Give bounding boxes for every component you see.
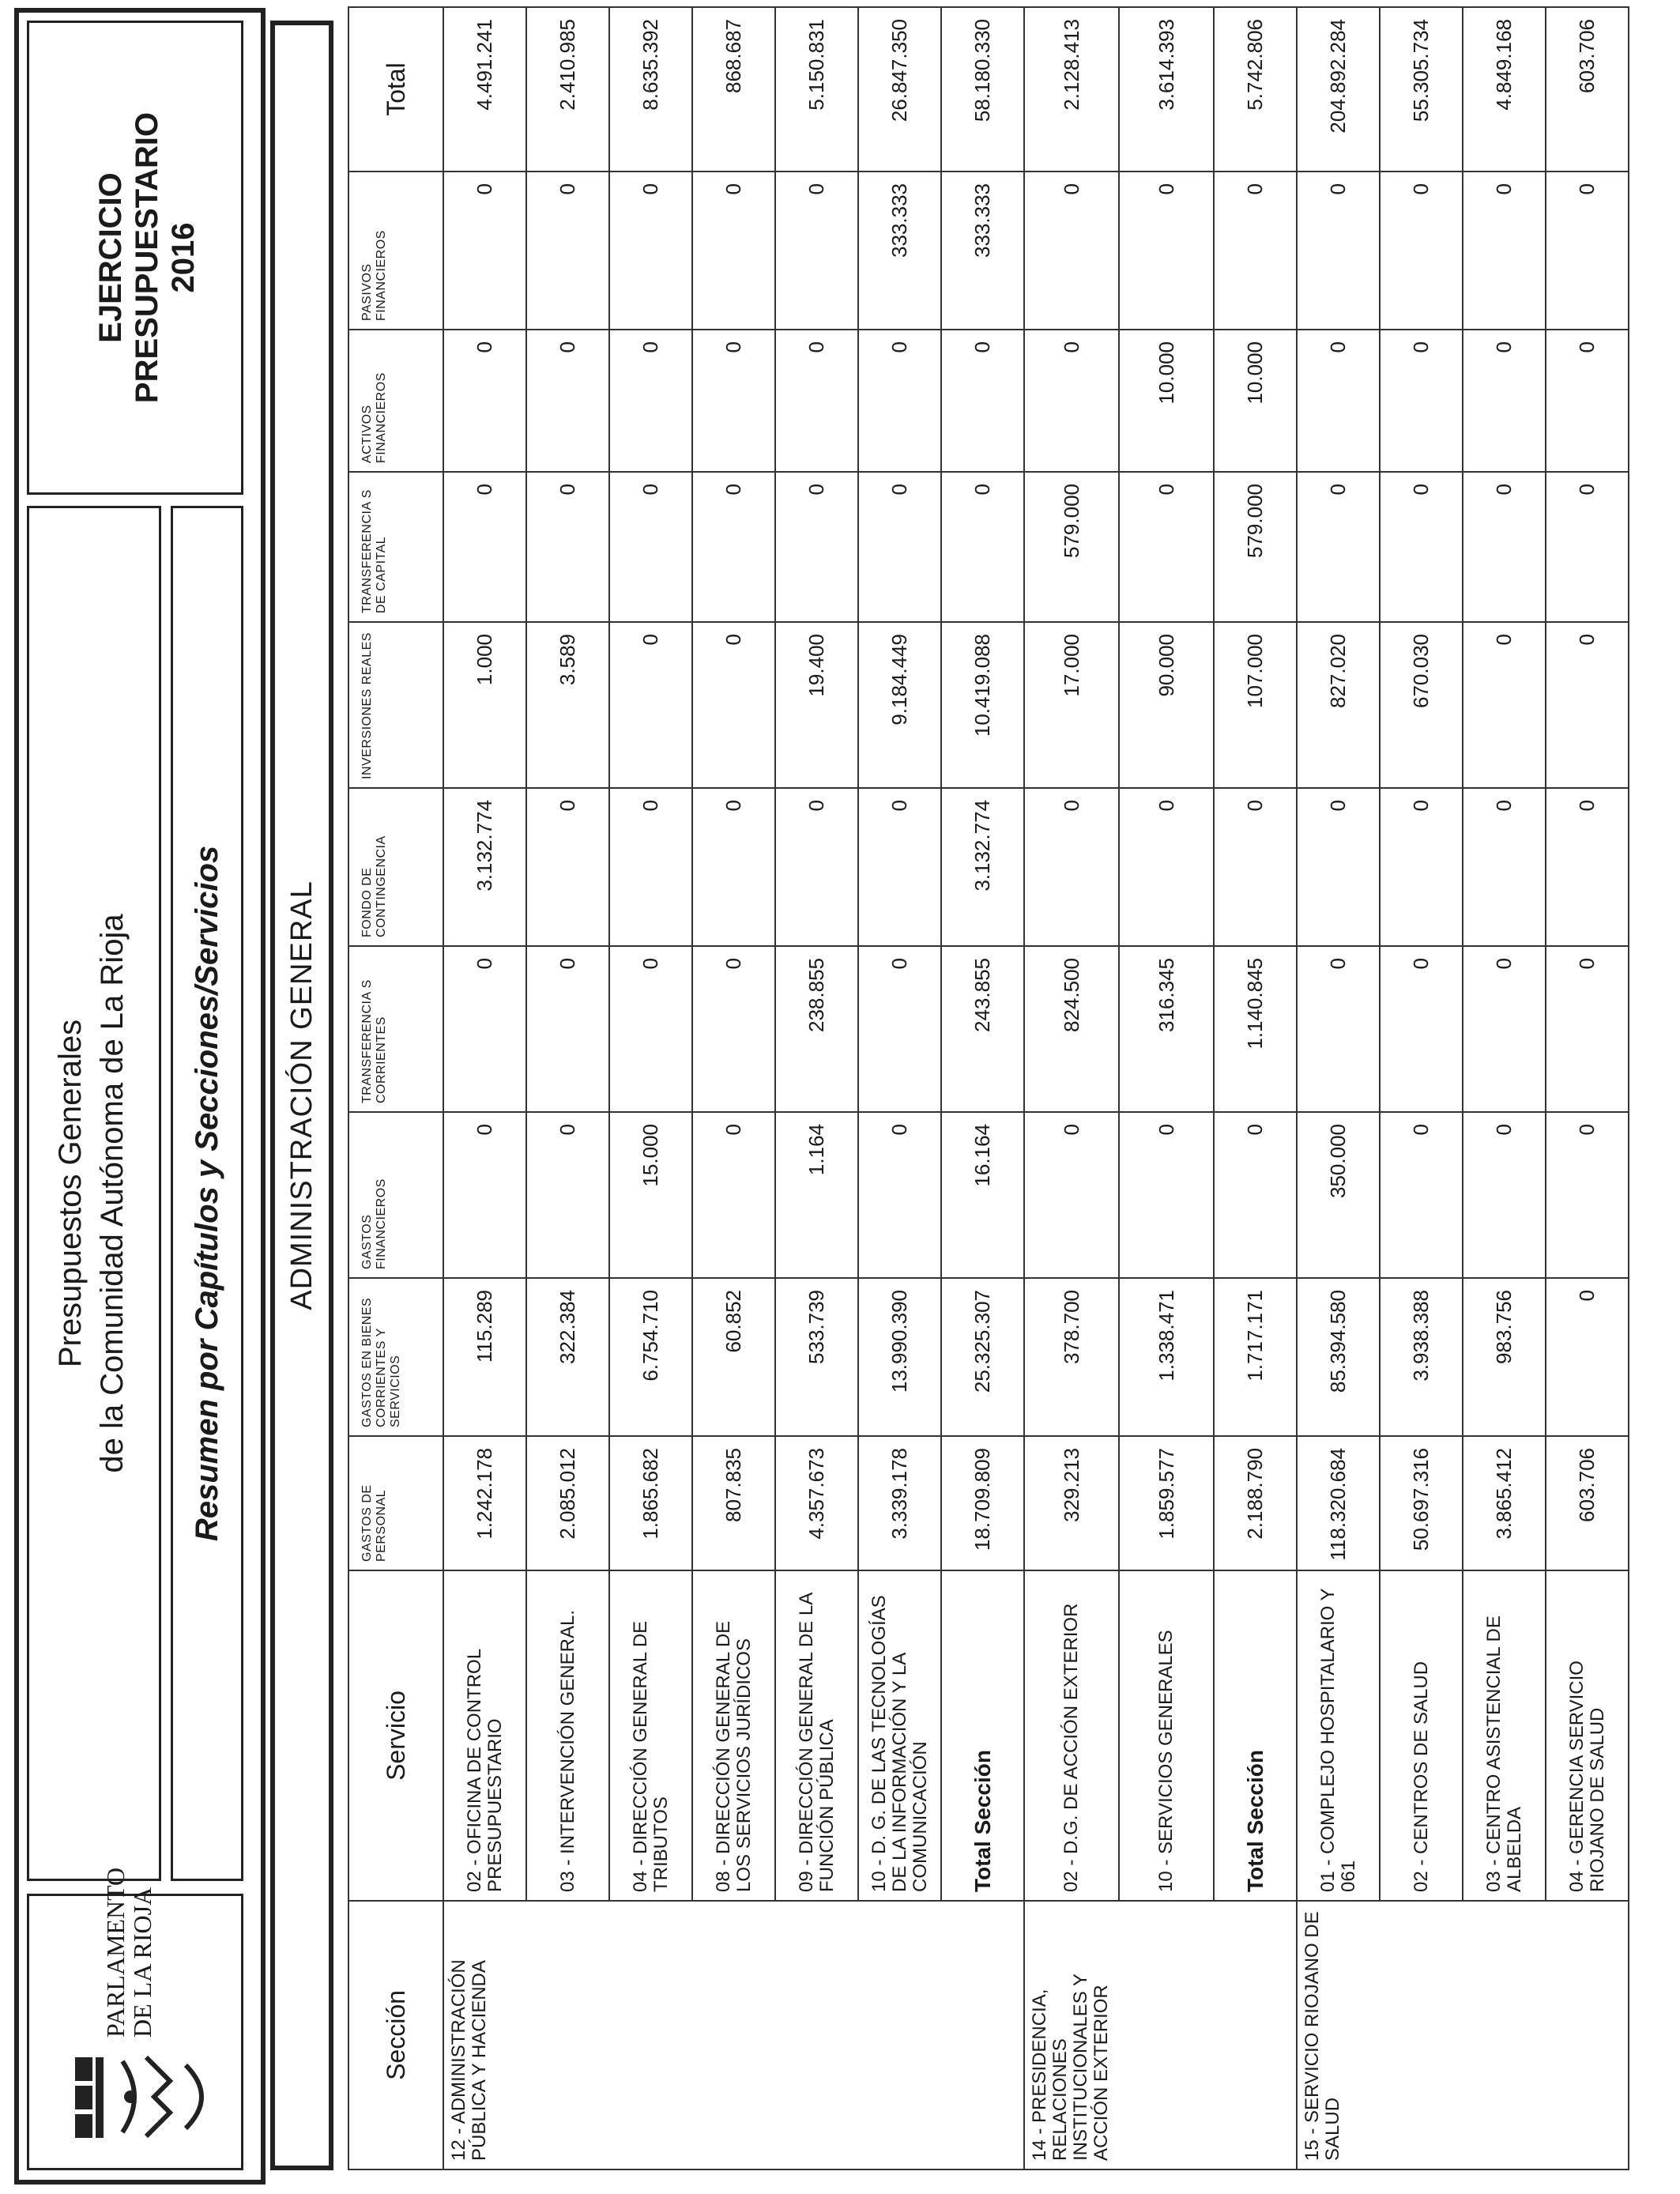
- table-row: [692, 7, 775, 2169]
- amount-cell: 0: [775, 788, 858, 946]
- amount-cell: 0: [609, 788, 692, 946]
- table-row: [526, 7, 609, 2169]
- servicio-cell: 01 - COMPLEJO HOSPITALARIO Y 061: [1297, 1570, 1380, 1901]
- year-line-2: PRESUPUESTARIO: [130, 111, 164, 404]
- amount-cell: 19.400: [775, 622, 858, 788]
- amount-cell: 807.835: [692, 1436, 775, 1570]
- col-seccion: Sección: [348, 1901, 443, 2169]
- total-amount-cell: 0: [941, 472, 1024, 622]
- amount-cell: 0: [609, 172, 692, 330]
- amount-cell: 0: [1546, 622, 1629, 788]
- amount-cell: 0: [526, 946, 609, 1112]
- amount-cell: 118.320.684: [1297, 1436, 1380, 1570]
- amount-cell: 0: [858, 946, 941, 1112]
- amount-cell: 0: [1463, 330, 1546, 472]
- amount-cell: 0: [443, 1112, 526, 1278]
- amount-cell: 85.394.580: [1297, 1278, 1380, 1436]
- amount-cell: 50.697.316: [1380, 1436, 1463, 1570]
- logo-line-2: DE LA RIOJA: [128, 1887, 156, 2038]
- amount-cell: 0: [609, 330, 692, 472]
- col-total: Total: [348, 7, 443, 172]
- amount-cell: 5.150.831: [775, 7, 858, 172]
- servicio-cell: 02 - OFICINA DE CONTROL PRESUPUESTARIO: [443, 1570, 526, 1901]
- col-pasivos-financieros: PASIVOS FINANCIEROS: [348, 172, 443, 330]
- amount-cell: 0: [443, 472, 526, 622]
- parliament-logo-box: [27, 1867, 243, 2170]
- total-amount-cell: 0: [1214, 788, 1297, 946]
- table-row: [1024, 7, 1119, 2169]
- amount-cell: 4.849.168: [1463, 7, 1546, 172]
- amount-cell: 824.500: [1024, 946, 1119, 1112]
- amount-cell: 0: [1380, 788, 1463, 946]
- table-body: [443, 7, 1629, 2169]
- amount-cell: 0: [443, 946, 526, 1112]
- section-total-row: [941, 7, 1024, 2169]
- amount-cell: 0: [526, 472, 609, 622]
- amount-cell: 0: [1119, 1112, 1214, 1278]
- amount-cell: 0: [1024, 172, 1119, 330]
- amount-cell: 603.706: [1546, 7, 1629, 172]
- amount-cell: 0: [1463, 946, 1546, 1112]
- amount-cell: 0: [1380, 172, 1463, 330]
- amount-cell: 1.338.471: [1119, 1278, 1214, 1436]
- amount-cell: 0: [526, 788, 609, 946]
- amount-cell: 0: [1380, 946, 1463, 1112]
- table-row: [443, 7, 526, 2169]
- amount-cell: 0: [1380, 1112, 1463, 1278]
- amount-cell: 0: [858, 1112, 941, 1278]
- total-amount-cell: 25.325.307: [941, 1278, 1024, 1436]
- total-amount-cell: 1.717.171: [1214, 1278, 1297, 1436]
- col-servicio: Servicio: [348, 1570, 443, 1901]
- amount-cell: 0: [1119, 172, 1214, 330]
- amount-cell: 0: [1119, 472, 1214, 622]
- total-amount-cell: 10.419.088: [941, 622, 1024, 788]
- amount-cell: 0: [1546, 946, 1629, 1112]
- section-name-cell: 14 - PRESIDENCIA, RELACIONES INSTITUCIONALES Y ACCIÓN EXTERIOR: [1024, 1901, 1297, 2169]
- amount-cell: 0: [1024, 1112, 1119, 1278]
- amount-cell: 0: [692, 946, 775, 1112]
- amount-cell: 0: [1024, 330, 1119, 472]
- amount-cell: 3.339.178: [858, 1436, 941, 1570]
- servicio-cell: 08 - DIRECCIÓN GENERAL DE LOS SERVICIOS JURÍDICOS: [692, 1570, 775, 1901]
- fiscal-year: [92, 23, 202, 492]
- amount-cell: 0: [1297, 330, 1380, 472]
- amount-cell: 55.305.734: [1380, 7, 1463, 172]
- amount-cell: 1.164: [775, 1112, 858, 1278]
- amount-cell: 0: [692, 622, 775, 788]
- amount-cell: 0: [858, 472, 941, 622]
- logo-text: [102, 1868, 156, 2038]
- total-label-cell: Total Sección: [941, 1570, 1024, 1901]
- amount-cell: 0: [609, 472, 692, 622]
- amount-cell: 983.756: [1463, 1278, 1546, 1436]
- amount-cell: 115.289: [443, 1278, 526, 1436]
- amount-cell: 0: [858, 330, 941, 472]
- amount-cell: 1.242.178: [443, 1436, 526, 1570]
- section-name-cell: 12 - ADMINISTRACIÓN PÚBLICA Y HACIENDA: [443, 1901, 1024, 2169]
- table-row: [775, 7, 858, 2169]
- table-header-row: [348, 7, 443, 2169]
- total-amount-cell: 107.000: [1214, 622, 1297, 788]
- amount-cell: 2.410.985: [526, 7, 609, 172]
- table-row: [1380, 7, 1463, 2169]
- total-amount-cell: 0: [1214, 1112, 1297, 1278]
- year-line-1: EJERCICIO: [93, 172, 128, 343]
- amount-cell: 6.754.710: [609, 1278, 692, 1436]
- servicio-cell: 04 - DIRECCIÓN GENERAL DE TRIBUTOS: [609, 1570, 692, 1901]
- col-gastos-bienes: GASTOS EN BIENES CORRIENTES Y SERVICIOS: [348, 1278, 443, 1436]
- total-amount-cell: 579.000: [1214, 472, 1297, 622]
- amount-cell: 350.000: [1297, 1112, 1380, 1278]
- amount-cell: 0: [1546, 172, 1629, 330]
- amount-cell: 603.706: [1546, 1436, 1629, 1570]
- amount-cell: 4.357.673: [775, 1436, 858, 1570]
- budget-table-frame: [348, 0, 1608, 2170]
- total-amount-cell: 16.164: [941, 1112, 1024, 1278]
- amount-cell: 17.000: [1024, 622, 1119, 788]
- amount-cell: 238.855: [775, 946, 858, 1112]
- amount-cell: 13.990.390: [858, 1278, 941, 1436]
- amount-cell: 3.589: [526, 622, 609, 788]
- total-label-cell: Total Sección: [1214, 1570, 1297, 1901]
- total-amount-cell: 2.188.790: [1214, 1436, 1297, 1570]
- total-amount-cell: 58.180.330: [941, 7, 1024, 172]
- total-amount-cell: 0: [941, 330, 1024, 472]
- amount-cell: 0: [775, 472, 858, 622]
- amount-cell: 0: [692, 472, 775, 622]
- amount-cell: 0: [692, 788, 775, 946]
- year-line-3: 2016: [166, 222, 201, 293]
- amount-cell: 0: [1546, 788, 1629, 946]
- amount-cell: 1.859.577: [1119, 1436, 1214, 1570]
- amount-cell: 0: [1380, 472, 1463, 622]
- amount-cell: 329.213: [1024, 1436, 1119, 1570]
- table-row: [1546, 7, 1629, 2169]
- amount-cell: 0: [526, 1112, 609, 1278]
- amount-cell: 0: [526, 330, 609, 472]
- amount-cell: 2.085.012: [526, 1436, 609, 1570]
- amount-cell: 3.938.388: [1380, 1278, 1463, 1436]
- amount-cell: 0: [1380, 330, 1463, 472]
- amount-cell: 333.333: [858, 172, 941, 330]
- amount-cell: 2.128.413: [1024, 7, 1119, 172]
- total-amount-cell: 333.333: [941, 172, 1024, 330]
- amount-cell: 316.345: [1119, 946, 1214, 1112]
- amount-cell: 0: [1546, 1278, 1629, 1436]
- amount-cell: 3.132.774: [443, 788, 526, 946]
- table-row: [858, 7, 941, 2169]
- amount-cell: 378.700: [1024, 1278, 1119, 1436]
- amount-cell: 533.739: [775, 1278, 858, 1436]
- title-line-1: Presupuestos Generales: [53, 1019, 88, 1368]
- amount-cell: 8.635.392: [609, 7, 692, 172]
- amount-cell: 0: [1297, 172, 1380, 330]
- amount-cell: 0: [775, 330, 858, 472]
- amount-cell: 0: [1463, 1112, 1546, 1278]
- servicio-cell: 03 - INTERVENCIÓN GENERAL.: [526, 1570, 609, 1901]
- amount-cell: 0: [858, 788, 941, 946]
- amount-cell: 0: [1546, 472, 1629, 622]
- total-amount-cell: 0: [1214, 172, 1297, 330]
- amount-cell: 9.184.449: [858, 622, 941, 788]
- amount-cell: 0: [443, 330, 526, 472]
- servicio-cell: 03 - CENTRO ASISTENCIAL DE ALBELDA: [1463, 1570, 1546, 1901]
- amount-cell: 0: [692, 330, 775, 472]
- servicio-cell: 10 - D. G. DE LAS TECNOLOGÍAS DE LA INFORMACIÓN Y LA COMUNICACIÓN: [858, 1570, 941, 1901]
- amount-cell: 1.000: [443, 622, 526, 788]
- amount-cell: 60.852: [692, 1278, 775, 1436]
- table-row: [609, 7, 692, 2169]
- amount-cell: 0: [1463, 172, 1546, 330]
- total-amount-cell: 18.709.809: [941, 1436, 1024, 1570]
- amount-cell: 15.000: [609, 1112, 692, 1278]
- amount-cell: 0: [1463, 622, 1546, 788]
- col-activos-financieros: ACTIVOS FINANCIEROS: [348, 330, 443, 472]
- servicio-cell: 02 - D.G. DE ACCIÓN EXTERIOR: [1024, 1570, 1119, 1901]
- amount-cell: 0: [692, 172, 775, 330]
- table-row: [1119, 7, 1214, 2169]
- servicio-cell: 02 - CENTROS DE SALUD: [1380, 1570, 1463, 1901]
- subtitle-box: [171, 506, 243, 1881]
- amount-cell: 827.020: [1297, 622, 1380, 788]
- title-box: [27, 506, 161, 1881]
- servicio-cell: 09 - DIRECCIÓN GENERAL DE LA FUNCIÓN PÚBLICA: [775, 1570, 858, 1901]
- amount-cell: 0: [1119, 788, 1214, 946]
- col-fondo-contingencia: FONDO DE CONTINGENCIA: [348, 788, 443, 946]
- amount-cell: 868.687: [692, 7, 775, 172]
- budget-table: [348, 6, 1629, 2170]
- amount-cell: 204.892.284: [1297, 7, 1380, 172]
- table-row: [1463, 7, 1546, 2169]
- section-total-row: [1214, 7, 1297, 2169]
- amount-cell: 90.000: [1119, 622, 1214, 788]
- amount-cell: 4.491.241: [443, 7, 526, 172]
- total-amount-cell: 3.132.774: [941, 788, 1024, 946]
- amount-cell: 0: [1546, 1112, 1629, 1278]
- amount-cell: 0: [1297, 946, 1380, 1112]
- col-transferencias-capital: TRANSFERENCIA S DE CAPITAL: [348, 472, 443, 622]
- amount-cell: 0: [609, 946, 692, 1112]
- title-line-2: de la Comunidad Autónoma de La Rioja: [95, 914, 130, 1473]
- amount-cell: 26.847.350: [858, 7, 941, 172]
- table-row: [1297, 7, 1380, 2169]
- amount-cell: 1.865.682: [609, 1436, 692, 1570]
- col-gastos-personal: GASTOS DE PERSONAL: [348, 1436, 443, 1570]
- amount-cell: 0: [609, 622, 692, 788]
- amount-cell: 579.000: [1024, 472, 1119, 622]
- amount-cell: 3.614.393: [1119, 7, 1214, 172]
- amount-cell: 3.865.412: [1463, 1436, 1546, 1570]
- section-title-box: [270, 21, 333, 2170]
- fiscal-year-box: [27, 21, 243, 495]
- servicio-cell: 10 - SERVICIOS GENERALES: [1119, 1570, 1214, 1901]
- total-amount-cell: 10.000: [1214, 330, 1297, 472]
- logo-line-1: PARLAMENTO: [101, 1867, 130, 2038]
- col-gastos-financieros: GASTOS FINANCIEROS: [348, 1112, 443, 1278]
- section-name-cell: 15 - SERVICIO RIOJANO DE SALUD: [1297, 1901, 1629, 2169]
- amount-cell: 0: [443, 172, 526, 330]
- total-amount-cell: 1.140.845: [1214, 946, 1297, 1112]
- amount-cell: 0: [1463, 788, 1546, 946]
- amount-cell: 10.000: [1119, 330, 1214, 472]
- amount-cell: 0: [692, 1112, 775, 1278]
- amount-cell: 322.384: [526, 1278, 609, 1436]
- amount-cell: 0: [1463, 472, 1546, 622]
- total-amount-cell: 243.855: [941, 946, 1024, 1112]
- subtitle: Resumen por Capítulos y Secciones/Servicios: [190, 845, 224, 1542]
- amount-cell: 0: [526, 172, 609, 330]
- total-amount-cell: 5.742.806: [1214, 7, 1297, 172]
- servicio-cell: 04 - GERENCIA SERVICIO RIOJANO DE SALUD: [1546, 1570, 1629, 1901]
- amount-cell: 0: [1297, 788, 1380, 946]
- col-transferencias-corrientes: TRANSFERENCIA S CORRIENTES: [348, 946, 443, 1112]
- col-inversiones-reales: INVERSIONES REALES: [348, 622, 443, 788]
- amount-cell: 670.030: [1380, 622, 1463, 788]
- amount-cell: 0: [1546, 330, 1629, 472]
- amount-cell: 0: [1024, 788, 1119, 946]
- amount-cell: 0: [1297, 472, 1380, 622]
- parliament-emblem-icon: [67, 2049, 225, 2144]
- amount-cell: 0: [775, 172, 858, 330]
- section-title: ADMINISTRACIÓN GENERAL: [285, 880, 318, 1310]
